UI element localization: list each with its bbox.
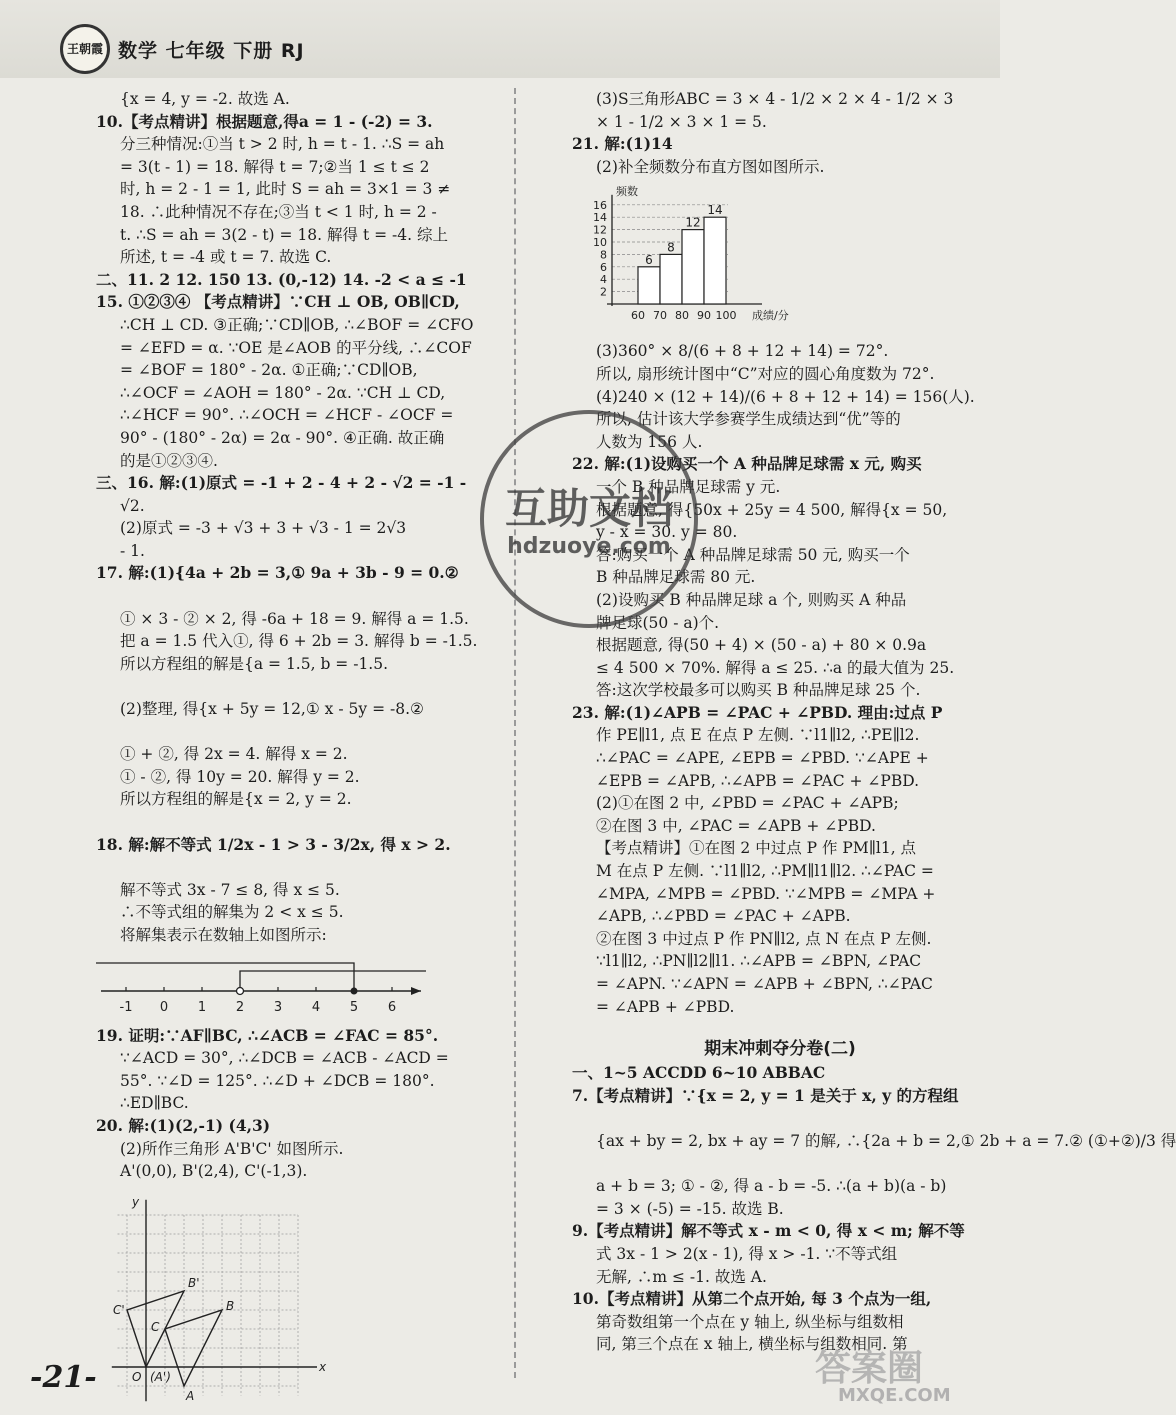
text-line: 10.【考点精讲】从第二个点开始, 每 3 个点为一组, [572,1289,932,1309]
right-text-block-3 [572,1062,1176,1356]
text-line: 18. ∴此种情况不存在;③当 t < 1 时, h = 2 - [120,202,437,221]
histogram-y-tick-label: 16 [593,199,607,213]
text-line: 所以, 扇形统计图中“C”对应的圆心角度数为 72°. [596,364,935,383]
point-a-label: A [186,1388,195,1403]
text-line: 90° - (180° - 2α) = 2α - 90°. ④正确. 故正确 [120,428,445,447]
solution-ray-le-5 [96,963,354,991]
text-line: (2)设购买 B 种品牌足球 a 个, 则购买 A 种品 [596,590,907,609]
text-line: 根据题意, 得(50 + 4) × (50 - a) + 80 × 0.9a [596,636,927,655]
publisher-logo: 王朝霞 [60,24,110,74]
histogram-bar-value-label: 14 [707,203,723,218]
text-line: (3)S三角形ABC = 3 × 4 - 1/2 × 2 × 4 - 1/2 × 3 [596,90,954,108]
number-line-tick-label: 0 [159,999,169,1015]
text-line: ∵l1∥l2, ∴PN∥l2∥l1. ∴∠APB = ∠BPN, ∠PAC [596,952,922,971]
text-line: 一、1~5 ACCDD 6~10 ABBAC [572,1063,826,1083]
text-line [572,1153,988,1176]
text-line: 所述, t = -4 或 t = 7. 故选 C. [120,248,332,267]
histogram-y-axis-label: 频数 [616,185,638,199]
text-line: = ∠APB + ∠PBD. [596,997,735,1016]
histogram-x-tick-label: 100 [715,309,737,323]
text-line: 根据题意, 得{50x + 25y = 4 500, 解得{x = 50, [596,500,948,519]
histogram-bar [682,230,704,304]
histogram-x-tick-label: 80 [675,309,689,323]
text-line [572,1107,988,1130]
text-line: 人数为 156 人. [596,432,703,451]
text-line: 7.【考点精讲】∵{x = 2, y = 1 是关于 x, y 的方程组 [572,1085,959,1105]
text-line: 分三种情况:①当 t > 2 时, h = t - 1. ∴S = ah [120,135,445,154]
text-line: 21. 解:(1)14 [572,134,673,154]
text-line: ∴ED∥BC. [120,1094,189,1113]
histogram-bar-value-label: 6 [645,253,653,268]
text-line: 15. ①②③④ 【考点精讲】∵CH ⊥ OB, OB∥CD, [96,292,460,312]
text-line: ∠EPB = ∠APB, ∴∠APB = ∠PAC + ∠PBD. [596,771,920,790]
column-divider [514,88,516,1378]
histogram-y-tick-label: 6 [600,261,607,275]
text-line: 答:这次学校最多可以购买 B 种品牌足球 25 个. [596,681,921,700]
stamp-url: hdzuoye.com [507,534,671,559]
point-c-prime-label: C' [113,1302,125,1317]
text-line: 牌足球(50 - a)个. [596,613,720,632]
text-line: 的是①②③④. [120,451,218,470]
text-line: √2. [120,496,145,515]
text-line: M 在点 P 左侧. ∵l1∥l2, ∴PM∥l1∥l2. ∴∠PAC = [596,862,934,881]
histogram-bar-value-label: 12 [685,215,701,230]
page-header [0,0,1000,78]
text-line: 所以方程组的解是{x = 2, y = 2. [120,790,352,809]
text-line: (2)所作三角形 A'B'C' 如图所示. [120,1139,344,1158]
text-line: ∴∠PAC = ∠APE, ∠EPB = ∠PBD. ∵∠APE + [596,749,929,768]
x-axis-label: x [319,1359,327,1374]
corner-watermark-text: 答案圈 [815,1348,924,1389]
text-line: 20. 解:(1)(2,-1) (4,3) [96,1115,271,1135]
text-line: 23. 解:(1)∠APB = ∠PAC + ∠PBD. 理由:过点 P [572,702,943,722]
text-line: ① × 3 - ② × 2, 得 -6a + 18 = 9. 解得 a = 1.5. [120,609,469,628]
text-line: 答:购买一个 A 种品牌足球需 50 元, 购买一个 [596,545,910,564]
left-text-block-2 [96,1025,504,1183]
text-line: (2)①在图 2 中, ∠PBD = ∠PAC + ∠APB; [596,794,899,813]
text-line: (2)整理, 得{x + 5y = 12,① x - 5y = -8.② [120,700,424,719]
text-line: 时, h = 2 - 1 = 1, 此时 S = ah = 3×1 = 3 ≠ [120,180,451,199]
text-line: (2)原式 = -3 + √3 + 3 + √3 - 1 = 2√3 [120,519,407,538]
left-column [96,88,504,1415]
histogram-x-tick-label: 90 [697,309,711,323]
histogram-bar [638,267,660,304]
left-text-block [96,88,504,947]
point-b-label: B [226,1298,235,1313]
text-line [96,811,504,834]
histogram-x-tick-label: 60 [631,309,645,323]
watermark-stamp [480,410,698,628]
page-number: -21- [30,1360,97,1395]
text-line [96,721,504,744]
text-line: (4)240 × (12 + 14)/(6 + 8 + 12 + 14) = 156(人). [596,387,975,406]
text-line: 将解集表示在数轴上如图所示: [120,925,327,944]
histogram-y-tick-label: 14 [593,211,607,225]
text-line: {x = 4, y = -2. 故选 A. [120,90,290,108]
number-line-tick-label: 3 [273,999,283,1015]
text-line: ∠MPA, ∠MPB = ∠PBD. ∵∠MPB = ∠MPA + [596,884,936,903]
histogram-x-axis-label: 成绩/分 [752,309,789,323]
a-prime-label: (A') [150,1369,171,1384]
text-line: 【考点精讲】①在图 2 中过点 P 作 PM∥l1, 点 [596,839,917,858]
text-line: 18. 解:解不等式 1/2x - 1 > 3 - 3/2x, 得 x > 2. [96,834,451,854]
stamp-text: 互助文档 [504,484,673,533]
number-line-tick-label: 5 [349,999,359,1015]
text-line: 三、16. 解:(1)原式 = -1 + 2 - 4 + 2 - √2 = -1 - [96,473,467,493]
text-line: (2)补全频数分布直方图如图所示. [596,157,825,176]
text-line: - 1. [120,541,145,560]
text-line: 9.【考点精讲】解不等式 x - m < 0, 得 x < m; 解不等 [572,1221,965,1241]
histogram-chart [572,182,872,332]
right-column [572,88,1176,1356]
histogram-x-tick-label: 70 [653,309,667,323]
histogram-bar [660,255,682,305]
text-line: ∴∠OCF = ∠AOH = 180° - 2α. ∵CH ⊥ CD, [120,383,446,402]
open-dot [237,987,244,994]
text-line: 55°. ∵∠D = 125°. ∴∠D + ∠DCB = 180°. [120,1071,435,1090]
text-line: 无解, ∴m ≤ -1. 故选 A. [596,1267,767,1286]
text-line: 17. 解:(1){4a + 2b = 3,① 9a + 3b - 9 = 0.② [96,563,459,583]
coordinate-grid-figure [96,1187,326,1407]
section-title: 期末冲刺夺分卷(二) [704,1039,856,1060]
text-line: ∴不等式组的解集为 2 < x ≤ 5. [120,903,344,922]
text-line: = 3 × (-5) = -15. 故选 B. [596,1199,784,1218]
text-line: ∵∠ACD = 30°, ∴∠DCB = ∠ACB - ∠ACD = [120,1049,449,1068]
text-line: a + b = 3; ① - ②, 得 a - b = -5. ∴(a + b)(a - b) [596,1177,947,1196]
histogram-y-tick-label: 10 [593,236,607,250]
text-line: ① + ②, 得 2x = 4. 解得 x = 2. [120,745,348,764]
number-line-tick-label: -1 [119,999,133,1015]
number-line-tick-label: 2 [235,999,245,1015]
corner-watermark-url: MXQE.COM [838,1385,951,1406]
text-line: 作 PE∥l1, 点 E 在点 P 左侧. ∵l1∥l2, ∴PE∥l2. [596,726,920,745]
histogram-bar-value-label: 8 [667,240,675,255]
text-line: {ax + by = 2, bx + ay = 7 的解, ∴{2a + b = 2,① 2b + a = 7.② (①+②)/3 得 [596,1131,1176,1150]
histogram-y-tick-label: 2 [600,285,607,299]
text-line: = ∠BOF = 180° - 2α. ①正确;∵CD∥OB, [120,361,418,380]
text-line: 一个 B 种品牌足球需 y 元. [596,477,781,496]
number-line-tick-label: 4 [311,999,321,1015]
text-line: B 种品牌足球需 80 元. [596,568,756,587]
text-line: 19. 证明:∵AF∥BC, ∴∠ACB = ∠FAC = 85°. [96,1025,439,1045]
text-line: ∴CH ⊥ CD. ③正确;∵CD∥OB, ∴∠BOF = ∠CFO [120,315,474,334]
text-line: 把 a = 1.5 代入①, 得 6 + 2b = 3. 解得 b = -1.5. [120,632,478,651]
text-line: y - x = 30. y = 80. [596,523,738,542]
text-line: = ∠EFD = α. ∵OE 是∠AOB 的平分线, ∴∠COF [120,338,472,357]
text-line [96,585,504,608]
number-line-tick-label: 1 [197,999,207,1015]
point-b-prime-label: B' [188,1275,200,1290]
text-line: 所以方程组的解是{a = 1.5, b = -1.5. [120,654,389,673]
text-line: 第奇数组第一个点在 y 轴上, 纵坐标与组数相 [596,1312,904,1331]
text-line: ≤ 4 500 × 70%. 解得 a ≤ 25. ∴a 的最大值为 25. [596,658,955,677]
number-line-arrow [411,987,421,995]
header-title: 数学 七年级 下册 RJ [118,40,305,62]
histogram-bar [704,218,726,305]
text-line: = ∠APN. ∵∠APN = ∠APB + ∠BPN, ∴∠PAC [596,975,933,993]
histogram-y-tick-label: 8 [600,248,607,262]
text-line: 式 3x - 1 > 2(x - 1), 得 x > -1. ∵不等式组 [596,1244,898,1263]
text-line: (3)360° × 8/(6 + 8 + 12 + 14) = 72°. [596,342,889,361]
number-line-figure [96,951,426,1017]
right-text-block [572,88,988,178]
solid-dot [351,987,358,994]
origin-label: O [132,1369,142,1384]
histogram-y-tick-label: 4 [600,273,607,287]
text-line: 所以, 估计该大学参赛学生成绩达到“优”等的 [596,410,901,429]
text-line: 22. 解:(1)设购买一个 A 种品牌足球需 x 元, 购买 [572,454,922,474]
text-line: × 1 - 1/2 × 3 × 1 = 5. [596,112,767,131]
number-line-tick-label: 6 [387,999,397,1015]
text-line: ∠APB, ∴∠PBD = ∠PAC + ∠APB. [596,907,851,926]
text-line: ∴∠HCF = 90°. ∴∠OCH = ∠HCF - ∠OCF = [120,406,454,425]
text-line: ① - ②, 得 10y = 20. 解得 y = 2. [120,767,360,786]
text-line: A'(0,0), B'(2,4), C'(-1,3). [120,1162,308,1181]
solution-ray-gt-2 [240,971,426,991]
histogram-y-tick-label: 12 [593,223,607,237]
text-line: ②在图 3 中, ∠PAC = ∠APB + ∠PBD. [596,816,876,835]
text-line: 10.【考点精讲】根据题意,得a = 1 - (-2) = 3. [96,111,433,131]
text-line: 二、11. 2 12. 150 13. (0,-12) 14. -2 < a ≤ -1 [96,269,467,289]
text-line: 同, 第三个点在 x 轴上, 横坐标与组数相同. 第 [596,1335,908,1354]
y-axis-label: y [132,1194,140,1209]
text-line [96,675,504,698]
text-line: ②在图 3 中过点 P 作 PN∥l2, 点 N 在点 P 左侧. [596,929,932,948]
point-c-label: C [151,1319,160,1334]
text-line: t. ∴S = ah = 3(2 - t) = 18. 解得 t = -4. 综上 [120,225,448,244]
text-line: = 3(t - 1) = 18. 解得 t = 7;②当 1 ≤ t ≤ 2 [120,157,430,176]
text-line [96,856,504,879]
text-line: 解不等式 3x - 7 ≤ 8, 得 x ≤ 5. [120,880,340,899]
